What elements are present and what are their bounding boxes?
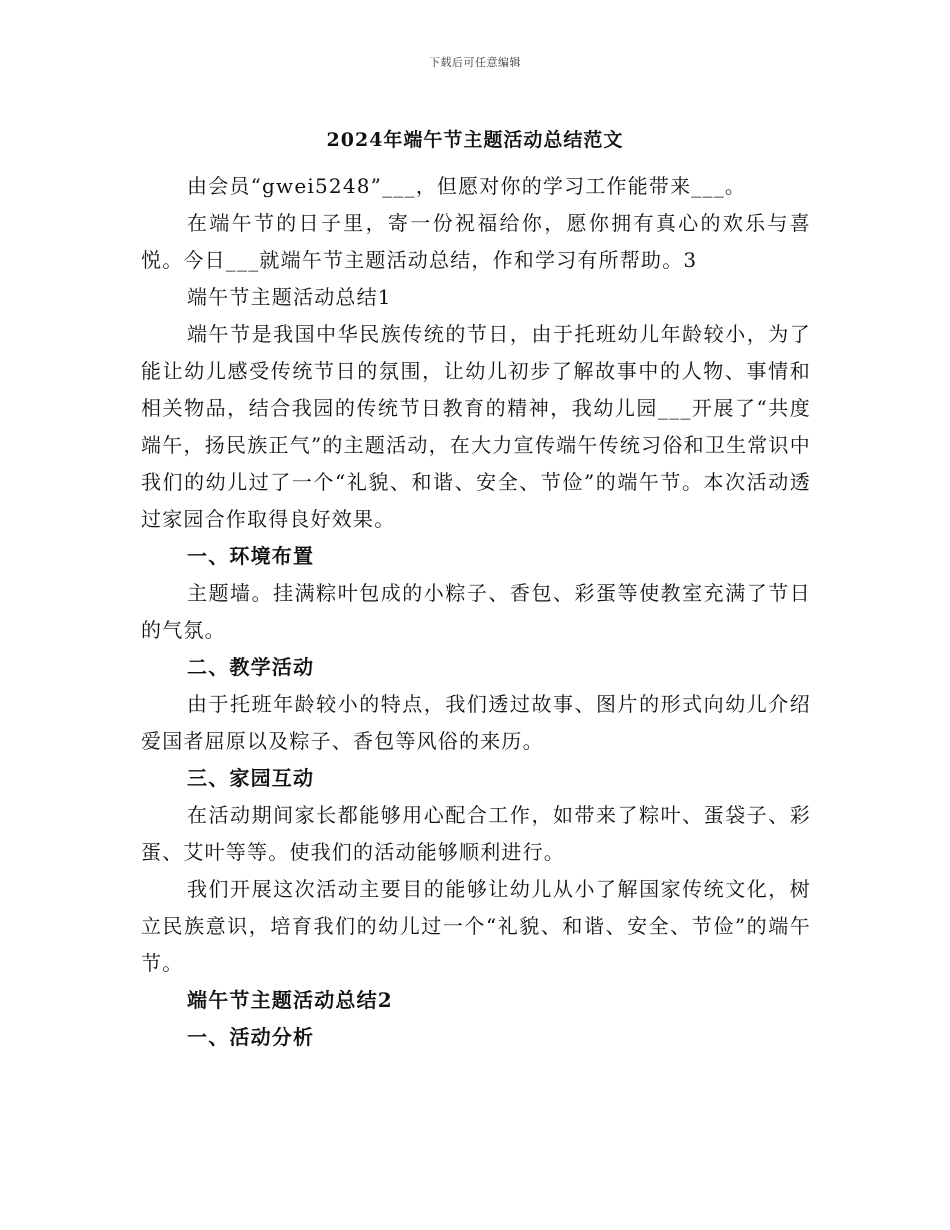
heading-environment: 一、环境布置 xyxy=(187,544,315,568)
page-header-note: 下载后可任意编辑 xyxy=(429,56,521,69)
section-heading-summary-1: 端午节主题活动总结1 xyxy=(187,285,392,309)
paragraph-home-school: 在活动期间家长都能够用心配合工作，如带来了粽叶、蛋袋子、彩蛋、艾叶等等。使我们的活动能够顺利进行。 xyxy=(141,803,811,864)
paragraph-teaching: 由于托班年龄较小的特点，我们透过故事、图片的形式向幼儿介绍爱国者屈原以及粽子、香包等风俗的来历。 xyxy=(141,692,811,753)
paragraph-greeting: 在端午节的日子里，寄一份祝福给你，愿你拥有真心的欢乐与喜悦。今日___就端午节主题活动总结，作和学习有所帮助。3 xyxy=(141,211,811,272)
paragraph-environment: 主题墙。挂满粽叶包成的小粽子、香包、彩蛋等使教室充满了节日的气氛。 xyxy=(141,581,811,642)
paragraph-purpose: 我们开展这次活动主要目的能够让幼儿从小了解国家传统文化，树立民族意识，培育我们的幼儿过一个“礼貌、和谐、安全、节俭”的端午节。 xyxy=(141,877,811,975)
document-title: 2024年端午节主题活动总结范文 xyxy=(326,129,624,151)
paragraph-summary-1-intro: 端午节是我国中华民族传统的节日，由于托班幼儿年龄较小，为了能让幼儿感受传统节日的氛围，让幼儿初步了解故事中的人物、事情和相关物品，结合我园的传统节日教育的精神，我幼儿园___开展了“共度端午，扬民族正气”的主题活动，在大力宣传端午传统习俗和卫生常识中我们的幼儿过了一个“礼貌、和谐、安全、节俭”的端午节。本次活动透过家园合作取得良好效果。 xyxy=(141,322,811,531)
heading-activity-analysis: 一、活动分析 xyxy=(187,1025,315,1049)
section-heading-summary-2: 端午节主题活动总结2 xyxy=(187,988,393,1012)
heading-teaching: 二、教学活动 xyxy=(187,655,315,679)
paragraph-intro: 由会员“gwei5248”___，但愿对你的学习工作能带来___。 xyxy=(187,174,747,198)
document-body xyxy=(141,168,811,1056)
heading-home-school: 三、家园互动 xyxy=(187,766,315,790)
